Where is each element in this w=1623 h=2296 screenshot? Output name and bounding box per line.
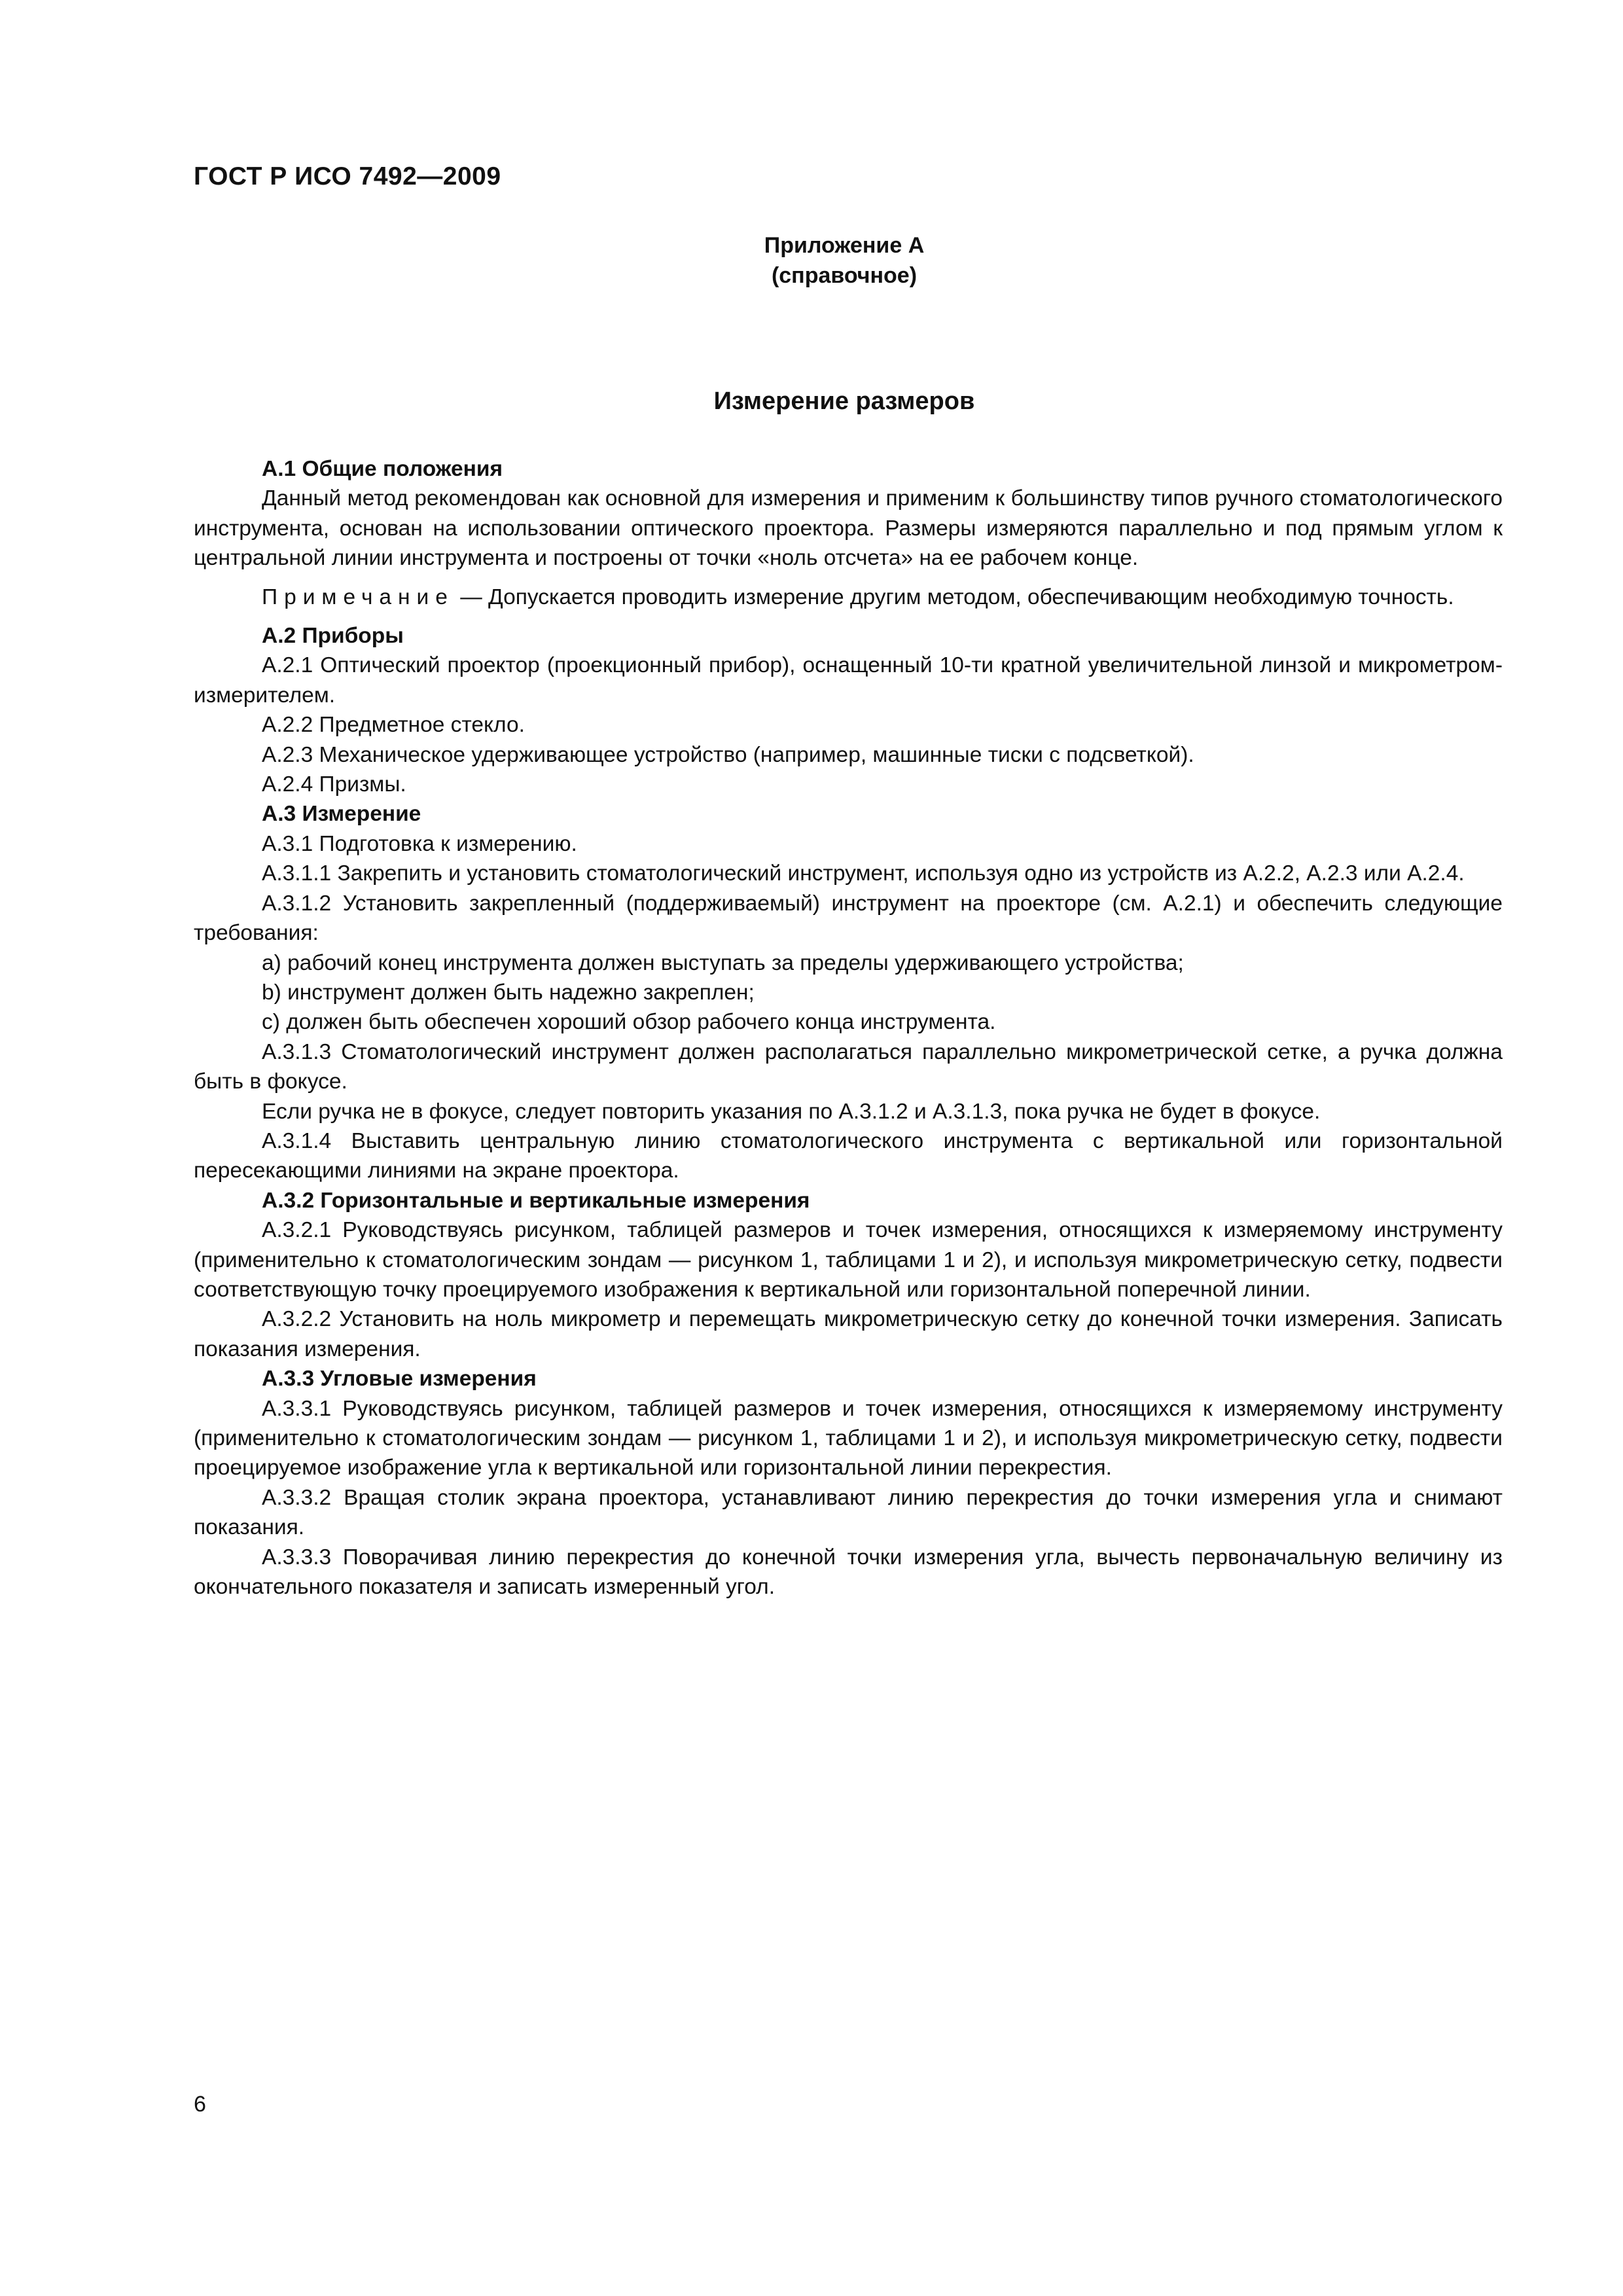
paragraph-a2-3: А.2.3 Механическое удерживающее устройство (например, машинные тиски с подсветкой). [262, 742, 1194, 767]
section-heading-a3-3: А.3.3 Угловые измерения [262, 1367, 537, 1391]
list-item-a: a) рабочий конец инструмента должен выступать за пределы удерживающего устройства; [262, 950, 1184, 975]
appendix-type: (справочное) [771, 263, 918, 288]
note-label: Примечание [262, 584, 454, 609]
list-item-c: c) должен быть обеспечен хороший обзор рабочего конца инструмента. [262, 1010, 996, 1035]
section-heading-a1: А.1 Общие положения [262, 457, 503, 481]
paragraph-a3-2-2: А.3.2.2 Установить на ноль микрометр и перемещать микрометрическую сетку до конечной точки измерения. Записать показания измерения. [194, 1307, 1503, 1361]
paragraph-a3-1-3: А.3.1.3 Стоматологический инструмент должен располагаться параллельно микрометрической сетке, а ручка должна быть в фокусе. [194, 1039, 1503, 1094]
note-paragraph [194, 583, 1503, 612]
note-text: — Допускается проводить измерение другим методом, обеспечивающим необходимую точность. [454, 584, 1454, 609]
paragraph-a1: Данный метод рекомендован как основной для измерения и применим к большинству типов ручного стоматологического инструмента, основан на использовании оптического проектора. Размеры измеряются параллельно и под прямым углом к центральной линии инструмента и построены от точки «ноль отсчета» на ее рабочем конце. [194, 486, 1503, 571]
paragraph-a2-4: А.2.4 Призмы. [262, 772, 406, 797]
appendix-heading [0, 230, 1623, 291]
paragraph-a3-3-2: А.3.3.2 Вращая столик экрана проектора, устанавливают линию перекрестия до точки измерения угла и снимают показания. [194, 1485, 1503, 1540]
appendix-label: Приложение А [764, 233, 925, 258]
paragraph-a3-1: А.3.1 Подготовка к измерению. [262, 831, 577, 856]
paragraph-a3-3-3: А.3.3.3 Поворачивая линию перекрестия до конечной точки измерения угла, вычесть первоначальную величину из окончательного показателя и записать измеренный угол. [194, 1545, 1503, 1600]
paragraph-a3-3-1: А.3.3.1 Руководствуясь рисунком, таблицей размеров и точек измерения, относящихся к измеряемому инструменту (применительно к стоматологическим зондам — рисунком 1, таблицами 1 и 2), и используя микрометрическую сетку, подвести проецируемое изображение угла к вертикальной или горизонтальной линии перекрестия. [194, 1396, 1503, 1480]
section-heading-a2: А.2 Приборы [262, 624, 404, 649]
paragraph-a3-1-1: А.3.1.1 Закрепить и установить стоматологический инструмент, используя одно из устройств из А.2.2, А.2.3 или А.2.4. [262, 861, 1465, 886]
paragraph-a3-1-2: А.3.1.2 Установить закрепленный (поддерживаемый) инструмент на проекторе (см. А.2.1) и обеспечить следующие требования: [194, 891, 1503, 946]
paragraph-a2-2: А.2.2 Предметное стекло. [262, 713, 525, 738]
paragraph-a3-2-1: А.3.2.1 Руководствуясь рисунком, таблицей размеров и точек измерения, относящихся к измеряемому инструменту (применительно к стоматологическим зондам — рисунком 1, таблицами 1 и 2), и используя микрометрическую сетку, подвести соответствующую точку проецируемого изображения к вертикальной или горизонтальной поперечной линии. [194, 1218, 1503, 1302]
document-header: ГОСТ Р ИСО 7492—2009 [194, 162, 501, 190]
paragraph-a2-1: А.2.1 Оптический проектор (проекционный прибор), оснащенный 10-ти кратной увеличительной линзой и микрометром-измерителем. [194, 653, 1503, 708]
section-heading-a3-2: А.3.2 Горизонтальные и вертикальные измерения [262, 1188, 810, 1213]
page-title: Измерение размеров [713, 387, 975, 415]
paragraph-a3-1-4: А.3.1.4 Выставить центральную линию стоматологического инструмента с вертикальной или горизонтальной пересекающими линиями на экране проектора. [194, 1128, 1503, 1183]
paragraph-a3-1-3-cont: Если ручка не в фокусе, следует повторить указания по А.3.1.2 и А.3.1.3, пока ручка не будет в фокусе. [262, 1099, 1321, 1124]
section-heading-a3: А.3 Измерение [262, 802, 421, 827]
document-body [194, 454, 1503, 1602]
list-item-b: b) инструмент должен быть надежно закреплен; [262, 980, 755, 1005]
page-number: 6 [194, 2092, 206, 2117]
